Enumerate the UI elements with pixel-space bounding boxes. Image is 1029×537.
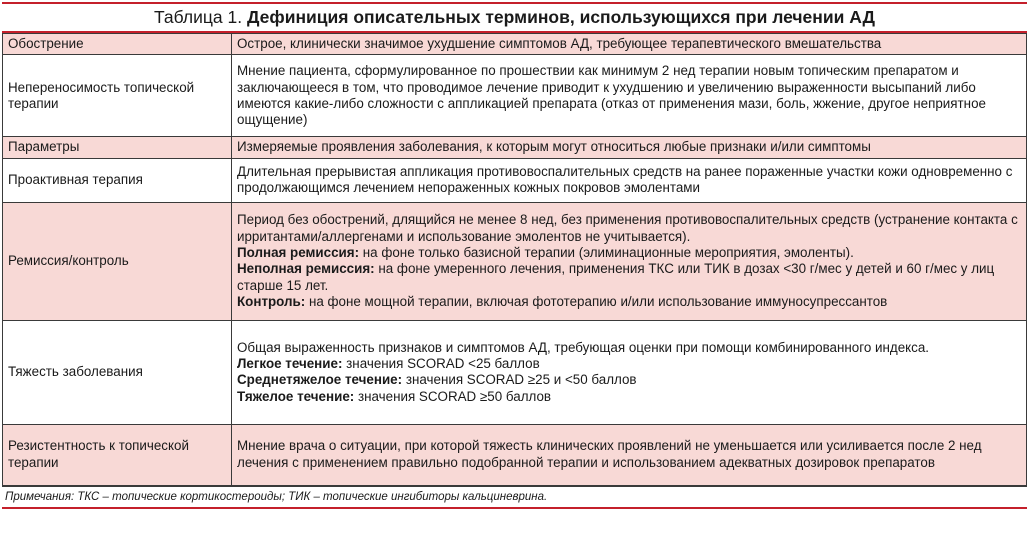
definitions-table-block xyxy=(2,2,1027,509)
table-title-label: Таблица 1. xyxy=(154,7,243,27)
remission-intro: Период без обострений, длящийся не менее 8 нед, без применения противовоспалительных средств (устранение контакта с ирритантами/аллергенами и использование эмолентов не учитывается). xyxy=(237,212,1018,244)
term-cell: Непереносимость топической терапии xyxy=(3,55,232,137)
definition-cell: Мнение пациента, сформулированное по прошествии как минимум 2 нед терапии новым топическим препаратом и заключающееся в том, что проводимое лечение приводит к ухудшению и увеличению выраженности высыпаний либо имеются какие-либо сложности с аппликацией препарата (отказ от применения мази, боль, жжение, другое неприятное ощущение) xyxy=(232,55,1027,137)
definition-cell: Измеряемые проявления заболевания, к которым могут относиться любые признаки и/или симптомы xyxy=(232,137,1027,158)
mild-course-label: Легкое течение: xyxy=(237,355,343,371)
full-remission-line xyxy=(237,245,1021,261)
partial-remission-line xyxy=(237,261,1021,294)
table-row xyxy=(3,55,1027,137)
table-row xyxy=(3,158,1027,202)
term-cell: Резистентность к топической терапии xyxy=(3,424,232,485)
definition-cell xyxy=(232,202,1027,320)
mild-course-text: значения SCORAD <25 баллов xyxy=(346,355,540,371)
moderate-course-line xyxy=(237,372,1021,388)
term-cell: Ремиссия/контроль xyxy=(3,202,232,320)
moderate-course-text: значения SCORAD ≥25 и <50 баллов xyxy=(405,372,637,388)
partial-remission-label: Неполная ремиссия: xyxy=(237,261,375,277)
severity-intro: Общая выраженность признаков и симптомов АД, требующая оценки при помощи комбинированного индекса. xyxy=(237,339,930,355)
definition-cell xyxy=(232,320,1027,424)
definition-cell: Мнение врача о ситуации, при которой тяжесть клинических проявлений не уменьшается или усиливается после 2 нед лечения с применением правильно подобранной терапии и использованием адекватных дозировок препаратов xyxy=(232,424,1027,485)
severe-course-line xyxy=(237,389,1021,405)
mild-course-line xyxy=(237,356,1021,372)
table-row xyxy=(3,320,1027,424)
term-cell: Тяжесть заболевания xyxy=(3,320,232,424)
term-cell: Параметры xyxy=(3,137,232,158)
table-row xyxy=(3,34,1027,55)
control-label: Контроль: xyxy=(237,294,306,310)
severe-course-text: значения SCORAD ≥50 баллов xyxy=(357,388,552,404)
term-cell: Обострение xyxy=(3,34,232,55)
table-title-main: Дефиниция описательных терминов, использующихся при лечении АД xyxy=(246,7,875,27)
control-text: на фоне мощной терапии, включая фототерапию и/или использование иммуносупрессантов xyxy=(308,294,888,310)
table-row xyxy=(3,202,1027,320)
definition-cell: Острое, клинически значимое ухудшение симптомов АД, требующее терапевтического вмешательства xyxy=(232,34,1027,55)
moderate-course-label: Среднетяжелое течение: xyxy=(237,372,403,388)
definition-cell: Длительная прерывистая аппликация противовоспалительных средств на ранее пораженные участки кожи одновременно с продолжающимся лечением непораженных кожных покровов эмолентами xyxy=(232,158,1027,202)
partial-remission-text: на фоне умеренного лечения, применения ТКС или ТИК в дозах <30 г/мес у детей и 60 г/мес у лиц старше 15 лет. xyxy=(237,261,995,293)
table-footnote: Примечания: ТКС – топические кортикостероиды; ТИК – топические ингибиторы кальциневрина. xyxy=(2,486,1027,509)
table-row xyxy=(3,424,1027,485)
table-row xyxy=(3,137,1027,158)
full-remission-text: на фоне только базисной терапии (элиминационные мероприятия, эмоленты). xyxy=(362,244,854,260)
table-title xyxy=(2,2,1027,33)
full-remission-label: Полная ремиссия: xyxy=(237,244,360,260)
severe-course-label: Тяжелое течение: xyxy=(237,388,355,404)
control-line xyxy=(237,294,1021,310)
term-cell: Проактивная терапия xyxy=(3,158,232,202)
definitions-table xyxy=(2,33,1027,486)
